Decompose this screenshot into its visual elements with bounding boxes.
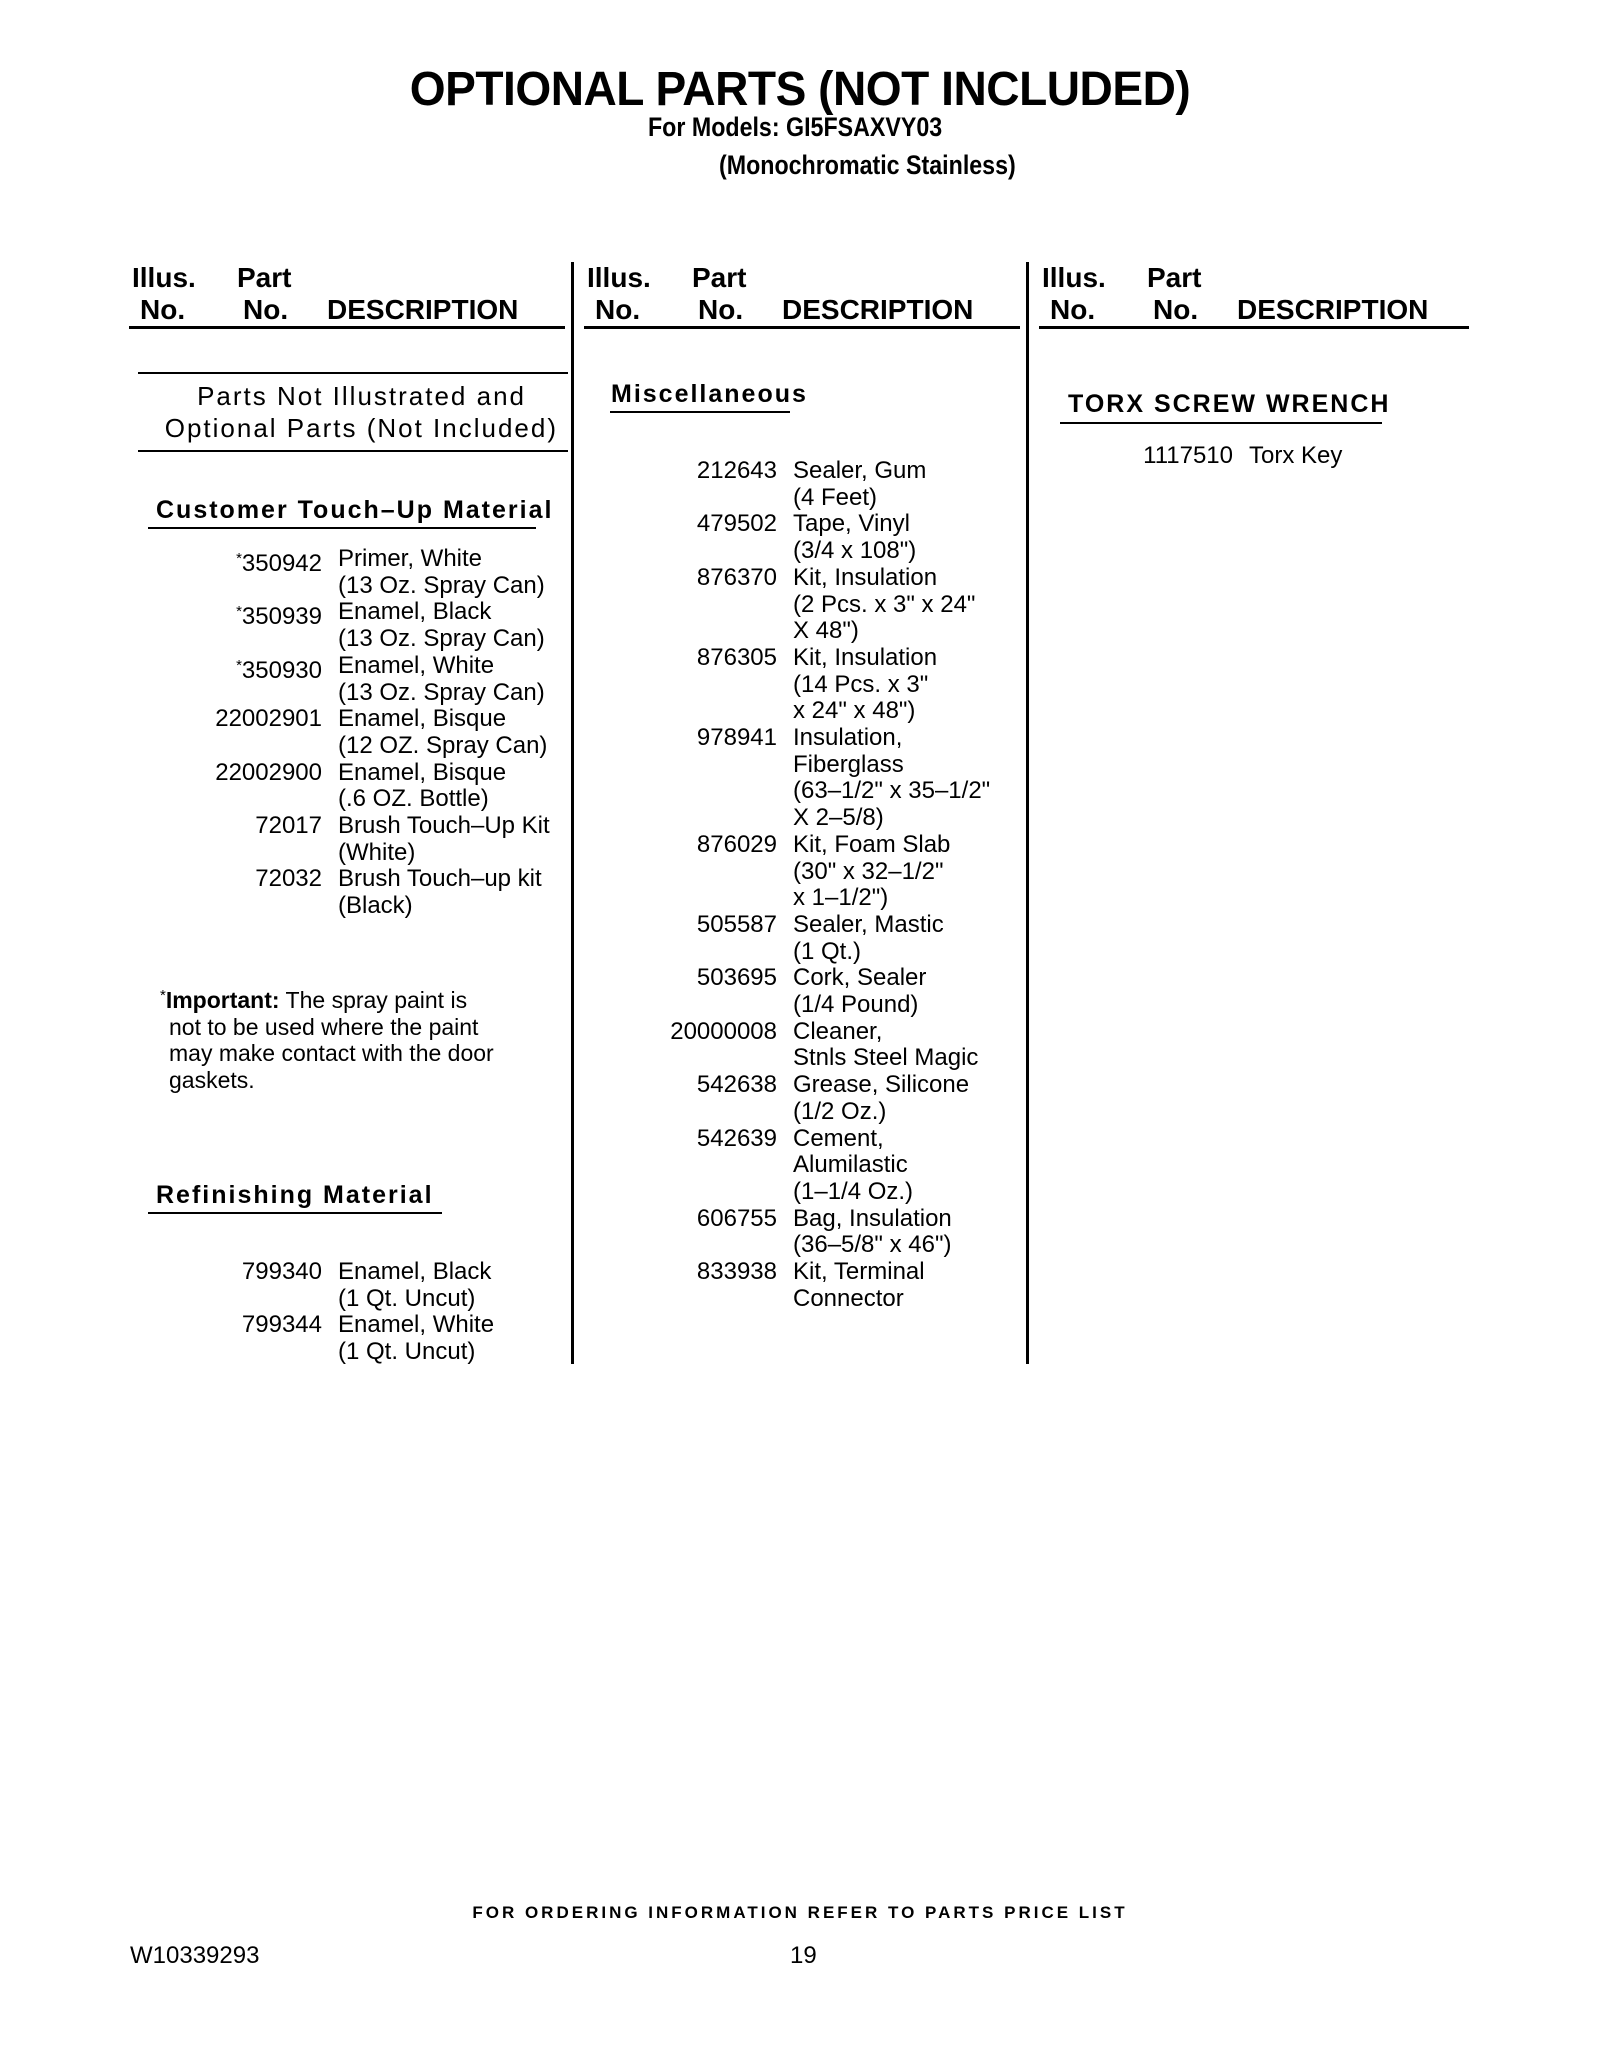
- description-line: (2 Pcs. x 3" x 24": [793, 590, 976, 618]
- description-line: Kit, Foam Slab: [793, 830, 951, 858]
- description-line: Enamel, Black: [338, 1258, 492, 1285]
- description-line: Tape, Vinyl: [793, 510, 910, 538]
- header-illus-no: No.: [1050, 294, 1096, 325]
- description-line: Primer, White: [338, 545, 483, 572]
- description-line: (1–1/4 Oz.): [793, 1177, 914, 1205]
- part-number-text: 22002900: [215, 758, 322, 786]
- part-number: [242, 1312, 322, 1339]
- part-number-text: 350939: [241, 603, 322, 631]
- description-line: Stnls Steel Magic: [793, 1044, 979, 1072]
- note-line-4: gaskets.: [169, 1066, 255, 1093]
- part-number: [697, 725, 777, 752]
- description-line: Sealer, Mastic: [793, 910, 944, 938]
- part-number-text: 350930: [241, 656, 322, 684]
- part-number: [697, 1126, 777, 1153]
- part-description: [338, 599, 545, 652]
- part-description: [338, 653, 545, 706]
- miscellaneous-heading-rule: [610, 411, 790, 413]
- description-line: (.6 OZ. Bottle): [338, 785, 489, 813]
- header-description: DESCRIPTION: [327, 294, 519, 325]
- description-line: (14 Pcs. x 3": [793, 670, 929, 698]
- description-line: Fiberglass: [793, 750, 904, 778]
- header-illus: Illus.: [587, 262, 651, 293]
- part-number: [215, 760, 322, 787]
- header-rule: [129, 326, 565, 329]
- part-number-text: 876029: [696, 830, 777, 858]
- part-number-text: 876305: [696, 643, 777, 671]
- part-description: [793, 565, 975, 645]
- description-line: (1/2 Oz.): [793, 1097, 887, 1125]
- column-divider: [1026, 262, 1029, 1364]
- part-description: [793, 725, 990, 832]
- miscellaneous-heading: Miscellaneous: [611, 380, 808, 408]
- header-rule: [584, 326, 1020, 329]
- torx-heading: TORX SCREW WRENCH: [1068, 390, 1391, 418]
- description-line: (13 Oz. Spray Can): [338, 625, 545, 653]
- models-line: For Models: GI5FSAXVY03: [648, 112, 943, 142]
- header-part-no: No.: [698, 294, 744, 325]
- part-description: [793, 511, 916, 564]
- note-line-2: not to be used where the paint: [169, 1013, 479, 1040]
- description-line: Torx Key: [1249, 442, 1343, 469]
- part-description: [793, 1259, 925, 1312]
- description-line: X 2–5/8): [793, 804, 884, 832]
- part-number: [1143, 443, 1233, 470]
- refinishing-heading: Refinishing Material: [156, 1181, 434, 1209]
- part-description: [338, 866, 542, 919]
- part-description: [793, 1206, 952, 1259]
- box-line-1: Parts Not Illustrated and: [197, 381, 526, 411]
- description-line: x 24" x 48"): [793, 697, 916, 725]
- description-line: Kit, Insulation: [793, 643, 938, 671]
- description-line: (Black): [338, 892, 413, 920]
- part-description: [1249, 443, 1342, 470]
- part-number-text: 876370: [696, 563, 777, 591]
- part-description: [338, 1312, 494, 1365]
- part-number-text: 72032: [255, 865, 322, 893]
- part-number: [697, 645, 777, 672]
- description-line: Enamel, White: [338, 1311, 495, 1339]
- part-description: [338, 760, 506, 813]
- part-number: [255, 866, 322, 893]
- part-number-text: 505587: [696, 910, 777, 938]
- part-description: [793, 912, 944, 965]
- part-number: [242, 1259, 322, 1286]
- description-line: (1 Qt.): [793, 937, 862, 965]
- description-line: Sealer, Gum: [793, 457, 927, 484]
- part-description: [793, 1126, 913, 1206]
- part-number: [697, 832, 777, 859]
- header-rule: [1039, 326, 1469, 329]
- part-number-text: 479502: [696, 510, 777, 538]
- description-line: Kit, Terminal: [793, 1258, 925, 1285]
- part-number-text: 212643: [696, 457, 777, 484]
- description-line: x 1–1/2"): [793, 884, 889, 912]
- header-description: DESCRIPTION: [782, 294, 974, 325]
- part-description: [338, 546, 545, 599]
- variant-line: (Monochromatic Stainless): [719, 150, 1016, 180]
- description-line: (4 Feet): [793, 483, 878, 511]
- description-line: (3/4 x 108"): [793, 537, 917, 565]
- description-line: (36–5/8" x 46"): [793, 1231, 952, 1259]
- note-star: *: [160, 987, 166, 1004]
- part-number-text: 1117510: [1143, 442, 1233, 469]
- part-number: [697, 511, 777, 538]
- header-part-no: No.: [1153, 294, 1199, 325]
- touchup-heading-rule: [148, 527, 536, 529]
- part-number: [697, 1206, 777, 1233]
- description-line: (1/4 Pound): [793, 991, 919, 1018]
- part-description: [338, 813, 550, 866]
- description-line: (63–1/2" x 35–1/2": [793, 777, 991, 805]
- description-line: Enamel, Bisque: [338, 758, 507, 786]
- header-part-no: No.: [243, 294, 289, 325]
- description-line: (12 OZ. Spray Can): [338, 731, 548, 759]
- part-number: [697, 458, 777, 485]
- part-number: [236, 599, 322, 631]
- column-divider: [571, 262, 574, 1364]
- part-number-text: 72017: [255, 812, 322, 839]
- header-part: Part: [692, 262, 747, 293]
- description-line: Cement,: [793, 1124, 884, 1152]
- description-line: Bag, Insulation: [793, 1204, 952, 1232]
- part-description: [793, 1019, 978, 1072]
- header-illus-no: No.: [140, 294, 186, 325]
- asterisk-mark: *: [236, 656, 242, 674]
- box-rule-top: [138, 372, 568, 374]
- asterisk-mark: *: [236, 550, 242, 567]
- header-illus: Illus.: [1042, 262, 1106, 293]
- part-number: [697, 965, 777, 992]
- description-line: Grease, Silicone: [793, 1071, 970, 1099]
- part-number: [697, 912, 777, 939]
- part-number-text: 833938: [696, 1258, 777, 1285]
- torx-heading-rule: [1060, 422, 1382, 424]
- part-number-text: 606755: [696, 1204, 777, 1232]
- description-line: Enamel, Bisque: [338, 705, 507, 733]
- box-rule-bottom: [138, 450, 568, 452]
- header-part: Part: [1147, 262, 1202, 293]
- refinishing-heading-rule: [148, 1212, 442, 1214]
- header-description: DESCRIPTION: [1237, 294, 1429, 325]
- part-number: [697, 1259, 777, 1286]
- description-line: Cork, Sealer: [793, 964, 927, 992]
- ordering-note: FOR ORDERING INFORMATION REFER TO PARTS PRICE LIST: [472, 1903, 1128, 1922]
- page-number: 19: [790, 1942, 817, 1969]
- part-description: [793, 965, 926, 1018]
- part-number: [255, 813, 322, 840]
- description-line: Alumilastic: [793, 1151, 908, 1179]
- description-line: Insulation,: [793, 724, 903, 751]
- part-description: [338, 706, 547, 759]
- part-number-text: 350942: [241, 550, 322, 577]
- part-description: [793, 458, 926, 511]
- note-line-3: may make contact with the door: [169, 1040, 494, 1066]
- part-description: [793, 645, 937, 725]
- description-line: Connector: [793, 1284, 904, 1312]
- note-bold: Important:: [165, 987, 280, 1013]
- description-line: (13 Oz. Spray Can): [338, 571, 545, 599]
- description-line: (1 Qt. Uncut): [338, 1338, 476, 1366]
- part-number-text: 978941: [696, 724, 777, 751]
- part-description: [793, 832, 950, 912]
- important-note: [160, 983, 494, 1093]
- part-number-text: 799340: [241, 1258, 322, 1285]
- description-line: Brush Touch–up kit: [338, 865, 542, 893]
- header-illus: Illus.: [132, 262, 196, 293]
- description-line: X 48"): [793, 617, 859, 645]
- part-number: [697, 565, 777, 592]
- note-line-1: The spray paint is: [285, 987, 468, 1013]
- description-line: Cleaner,: [793, 1017, 883, 1045]
- description-line: Enamel, Black: [338, 598, 492, 626]
- description-line: Enamel, White: [338, 651, 495, 679]
- part-description: [338, 1259, 491, 1312]
- part-description: [793, 1072, 969, 1125]
- part-number-text: 799344: [241, 1311, 322, 1339]
- header-part: Part: [237, 262, 292, 293]
- part-number-text: 20000008: [670, 1017, 777, 1045]
- part-number: [236, 653, 322, 685]
- part-number-text: 22002901: [215, 705, 322, 733]
- box-line-2: Optional Parts (Not Included): [164, 413, 558, 443]
- description-line: (White): [338, 838, 416, 866]
- part-number-text: 542639: [696, 1124, 777, 1152]
- header-illus-no: No.: [595, 294, 641, 325]
- description-line: Kit, Insulation: [793, 563, 938, 591]
- part-number: [215, 706, 322, 733]
- touchup-heading: Customer Touch–Up Material: [156, 496, 554, 524]
- part-number: [670, 1019, 777, 1046]
- description-line: (13 Oz. Spray Can): [338, 678, 545, 706]
- description-line: Brush Touch–Up Kit: [338, 812, 550, 839]
- part-number-text: 503695: [696, 964, 777, 992]
- description-line: (30" x 32–1/2": [793, 857, 944, 885]
- part-number: [236, 546, 322, 578]
- asterisk-mark: *: [236, 603, 242, 621]
- doc-number: W10339293: [130, 1942, 260, 1969]
- part-number-text: 542638: [696, 1071, 777, 1099]
- page-title: OPTIONAL PARTS (NOT INCLUDED): [409, 63, 1191, 116]
- description-line: (1 Qt. Uncut): [338, 1284, 476, 1312]
- part-number: [697, 1072, 777, 1099]
